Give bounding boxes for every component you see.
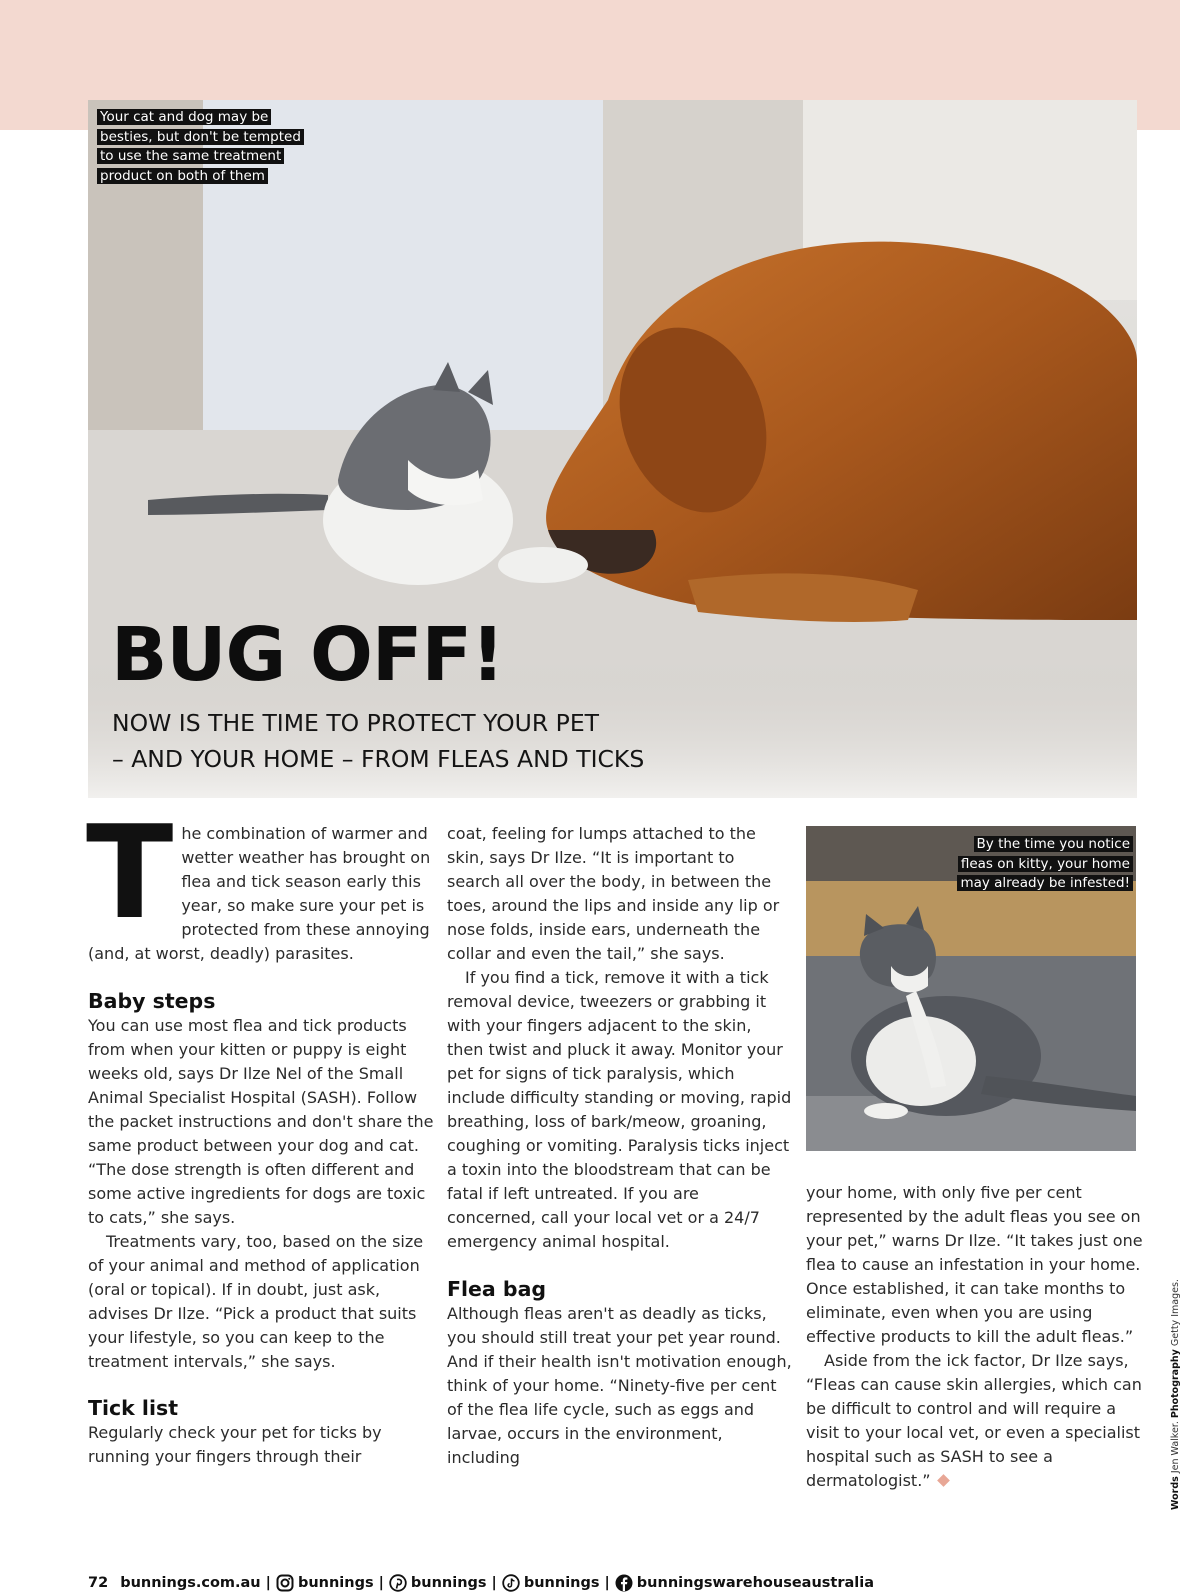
- instagram-handle[interactable]: bunnings: [297, 1575, 374, 1591]
- section-heading-baby-steps: Baby steps: [88, 989, 216, 1013]
- pinterest-icon: [389, 1574, 407, 1592]
- article-column-1: [86, 799, 438, 1469]
- body-paragraph: Although fleas aren't as deadly as ticks, you should still treat your pet year round. And if their health isn't motivation enough, think of your home. “Ninety-five per cent of the flea life cycle, such as eggs and larvae, occurs in the environment, including: [447, 1304, 792, 1467]
- pinterest-handle[interactable]: bunnings: [410, 1575, 487, 1591]
- footer-separator: |: [265, 1575, 271, 1591]
- body-paragraph: Regularly check your pet for ticks by running your fingers through their: [88, 1423, 382, 1466]
- photo-caption: By the time you notice fleas on kitty, your home may already be infested!: [948, 835, 1133, 894]
- section-heading-tick-list: Tick list: [88, 1396, 178, 1420]
- page-footer: [88, 1572, 874, 1594]
- page-number: 72: [88, 1575, 109, 1591]
- subheadline-line: – AND YOUR HOME – FROM FLEAS AND TICKS: [112, 745, 645, 773]
- body-paragraph: your home, with only five per cent represented by the adult fleas you see on your pet,” warns Dr Ilze. “It takes just one flea to cause an infestation in your home. Once established, it can take months to eliminate, even when you are using effective products to kill the adult fleas.”: [806, 1183, 1143, 1346]
- instagram-icon: [276, 1574, 294, 1592]
- body-paragraph: You can use most flea and tick products from when your kitten or puppy is eight weeks old, says Dr Ilze Nel of the Small Animal Specialist Hospital (SASH). Follow the packet instructions and don't share the same product between your dog and cat. “The dose strength is often different and some active ingredients for dogs are toxic to cats,” she says.: [88, 1016, 434, 1227]
- facebook-icon: [615, 1574, 633, 1592]
- subheadline: [112, 705, 752, 777]
- article-column-2: [447, 822, 792, 1470]
- tiktok-handle[interactable]: bunnings: [523, 1575, 600, 1591]
- drop-cap: T: [86, 799, 174, 948]
- intro-paragraph: The combination of warmer and wetter weather has brought on flea and tick season early this year, so make sure your pet is protected from these annoying (and, at worst, deadly) parasites.: [86, 799, 431, 963]
- end-mark-icon: [937, 1474, 950, 1487]
- page-title: BUG OFF!: [111, 612, 504, 698]
- body-paragraph: coat, feeling for lumps attached to the skin, says Dr Ilze. “It is important to search all over the body, in between the toes, around the lips and inside any lip or nose folds, inside ears, underneath the collar and even the tail,” she says.: [447, 824, 780, 963]
- section-heading-flea-bag: Flea bag: [447, 1277, 547, 1301]
- subheadline-line: NOW IS THE TIME TO PROTECT YOUR PET: [112, 709, 600, 737]
- photo-credit: Words Jen Walker. Photography Getty Images.: [1170, 1279, 1181, 1510]
- body-paragraph: Aside from the ick factor, Dr Ilze says, “Fleas can cause skin allergies, which can be difficult to control and will require a visit to your local vet, or even a specialist hospital such as SASH to see a dermatologist.”: [806, 1351, 1142, 1490]
- footer-separator: |: [491, 1575, 497, 1591]
- footer-separator: |: [378, 1575, 384, 1591]
- facebook-handle[interactable]: bunningswarehouseaustralia: [636, 1575, 875, 1591]
- article-column-3: [806, 1181, 1151, 1493]
- hero-photo-caption: Your cat and dog may be besties, but don't be tempted to use the same treatment product on both of them: [97, 108, 312, 186]
- body-paragraph: If you find a tick, remove it with a tick removal device, tweezers or grabbing it with your fingers adjacent to the skin, then twist and pluck it away. Monitor your pet for signs of tick paralysis, which include difficulty standing or moving, rapid breathing, loss of bark/meow, groaning, coughing or vomiting. Paralysis ticks inject a toxin into the bloodstream that can be fatal if left untreated. If you are concerned, call your local vet or a 24/7 emergency animal hospital.: [447, 968, 792, 1251]
- website-link[interactable]: bunnings.com.au: [120, 1575, 261, 1591]
- tiktok-icon: [502, 1574, 520, 1592]
- body-paragraph: Treatments vary, too, based on the size of your animal and method of application (oral or topical). If in doubt, just ask, advises Dr Ilze. “Pick a product that suits your lifestyle, so you can keep to the treatment intervals,” she says.: [88, 1232, 424, 1371]
- footer-separator: |: [604, 1575, 610, 1591]
